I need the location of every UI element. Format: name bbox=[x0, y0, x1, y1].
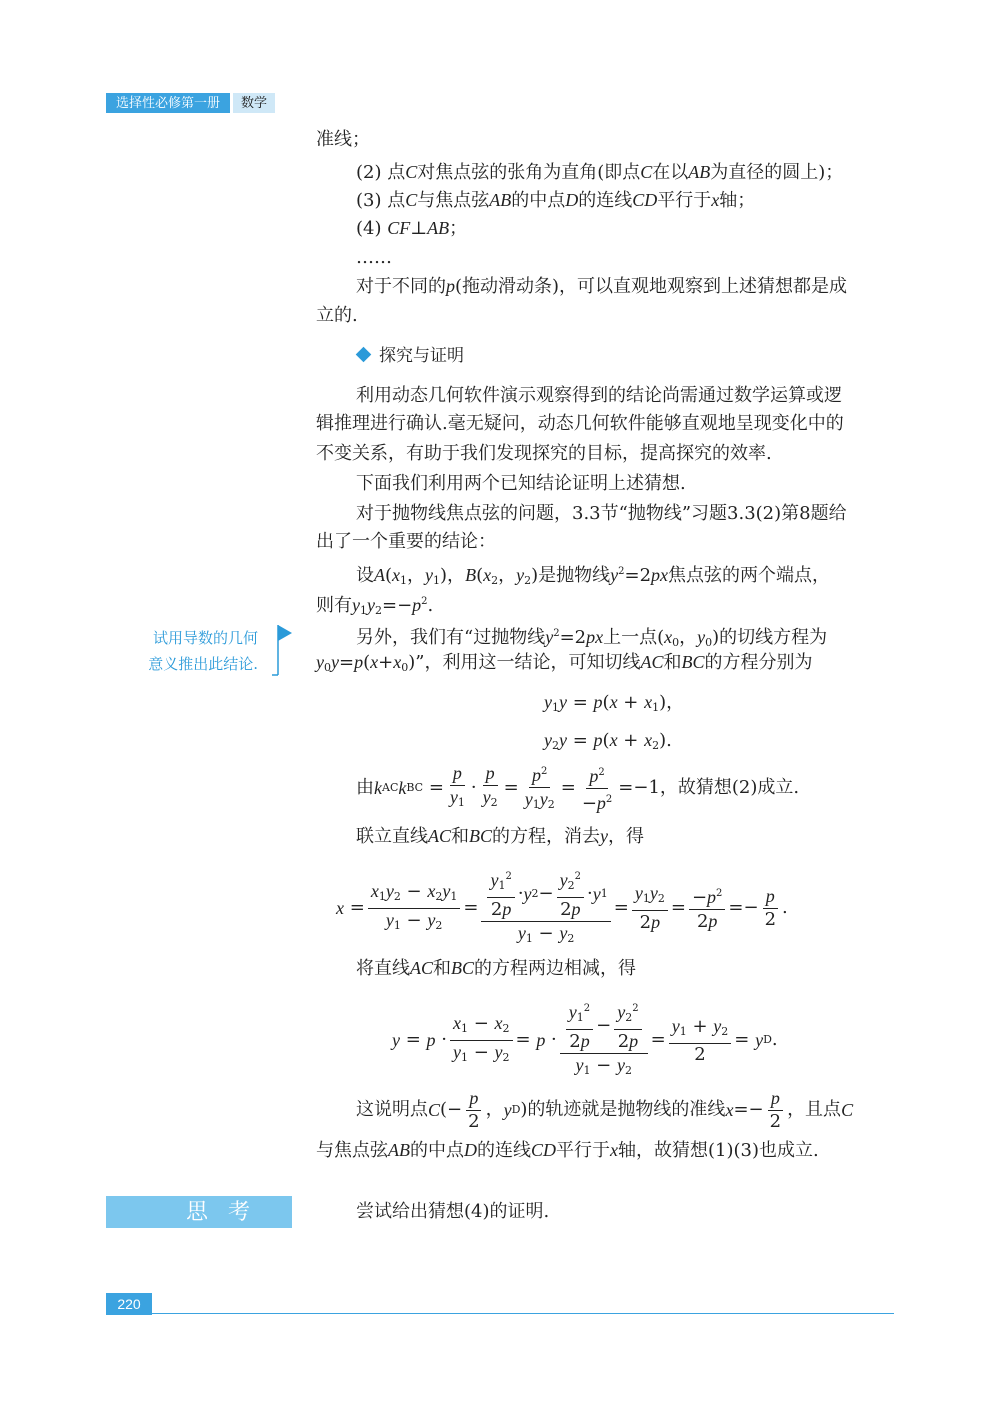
text-line: 立的. bbox=[316, 305, 358, 326]
conjecture-4: (4) CF⊥AB； bbox=[356, 218, 468, 239]
think-text: 尝试给出猜想(4)的证明. bbox=[356, 1201, 550, 1222]
text-line: 准线； bbox=[316, 129, 370, 150]
footer-rule bbox=[152, 1313, 894, 1314]
text-line: 与焦点弦AB的中点D的连线CD平行于x轴，故猜想(1)(3)也成立. bbox=[316, 1140, 819, 1161]
diamond-icon bbox=[356, 347, 372, 363]
conclusion-line: 这说明点 C (− p 2 ， y D )的轨迹就是抛物线的准线 x =− p 2 ，且点 C bbox=[356, 1088, 854, 1132]
text-line: 将直线AC和BC的方程两边相减，得 bbox=[356, 958, 637, 979]
running-header bbox=[106, 93, 275, 113]
text-line: 设$A(x_1$，$y_1$)，$B(x_2$，$y_2$)是抛物线$y^2=2px$焦点弦的两个端点， bbox=[356, 565, 831, 587]
slope-product-line: 由 k AC k BC = p $y_1$ · p $y_2$ = $p^2$ $y_1y_2$ = $p^2$ $-p^2$ =−1，故猜想(2)成立. bbox=[356, 764, 799, 812]
text-line: 不变关系，有助于我们发现探究的目标，提高探究的效率. bbox=[316, 443, 772, 464]
conjecture-2: (2) 点C对焦点弦的张角为直角(即点C在以AB为直径的圆上)； bbox=[356, 162, 844, 183]
conjecture-3: (3) 点C与焦点弦AB的中点D的连线CD平行于x轴； bbox=[356, 190, 756, 211]
page-number: 220 bbox=[106, 1293, 152, 1315]
text-line: $y_0y=p(x+x_0)$”，利用这一结论，可知切线AC和BC的方程分别为 bbox=[316, 652, 813, 674]
book-title: 选择性必修第一册 bbox=[106, 93, 230, 113]
text-line: 下面我们利用两个已知结论证明上述猜想. bbox=[356, 473, 686, 494]
side-note: 试用导数的几何 意义推出此结论. bbox=[148, 629, 258, 673]
text-line: 对于不同的p(拖动滑动条)，可以直观地观察到上述猜想都是成 bbox=[356, 276, 848, 297]
think-box: 思考 bbox=[106, 1196, 292, 1228]
text-line: 利用动态几何软件演示观察得到的结论尚需通过数学运算或逻 bbox=[356, 385, 842, 406]
text-line: 另外，我们有“过抛物线$y^2=2px$上一点($x_0$，$y_0$)的切线方程为 bbox=[356, 627, 828, 649]
subject-label: 数学 bbox=[233, 93, 275, 113]
ellipsis: …… bbox=[356, 247, 392, 268]
text-line: 出了一个重要的结论： bbox=[316, 531, 496, 552]
text-line: 则有$y_1y_2=-p^2$. bbox=[316, 595, 434, 617]
equation-y: y = p · $x_1 - x_2$ $y_1 - y_2$ = p · $y_1^2$ 2p − $y_2^2$ 2p $y_1 - y_2$ = $y_1 + y_2$ 2 = y D . bbox=[392, 994, 778, 1086]
flag-icon bbox=[272, 625, 292, 677]
equation-ac: $y_1y = p(x + x_1)$， bbox=[544, 692, 685, 714]
text-line: 联立直线AC和BC的方程，消去y，得 bbox=[356, 826, 645, 847]
equation-bc: $y_2y = p(x + x_2)$. bbox=[544, 730, 672, 752]
text-line: 对于抛物线焦点弦的问题，3.3节“抛物线”习题3.3(2)第8题给 bbox=[356, 503, 847, 524]
text-line: 辑推理进行确认.毫无疑问，动态几何软件能够直观地呈现变化中的 bbox=[316, 413, 844, 434]
equation-x: x = $x_1y_2 - x_2y_1$ $y_1 - y_2$ = $y_1^2$ 2p · y 2 − $y_2^2$ 2p · y 1 $y_1 - y_2$ = $y_1y_2$ 2p = $-p^2$ 2p =− p 2 . bbox=[336, 862, 788, 954]
section-heading: 探究与证明 bbox=[358, 342, 464, 370]
